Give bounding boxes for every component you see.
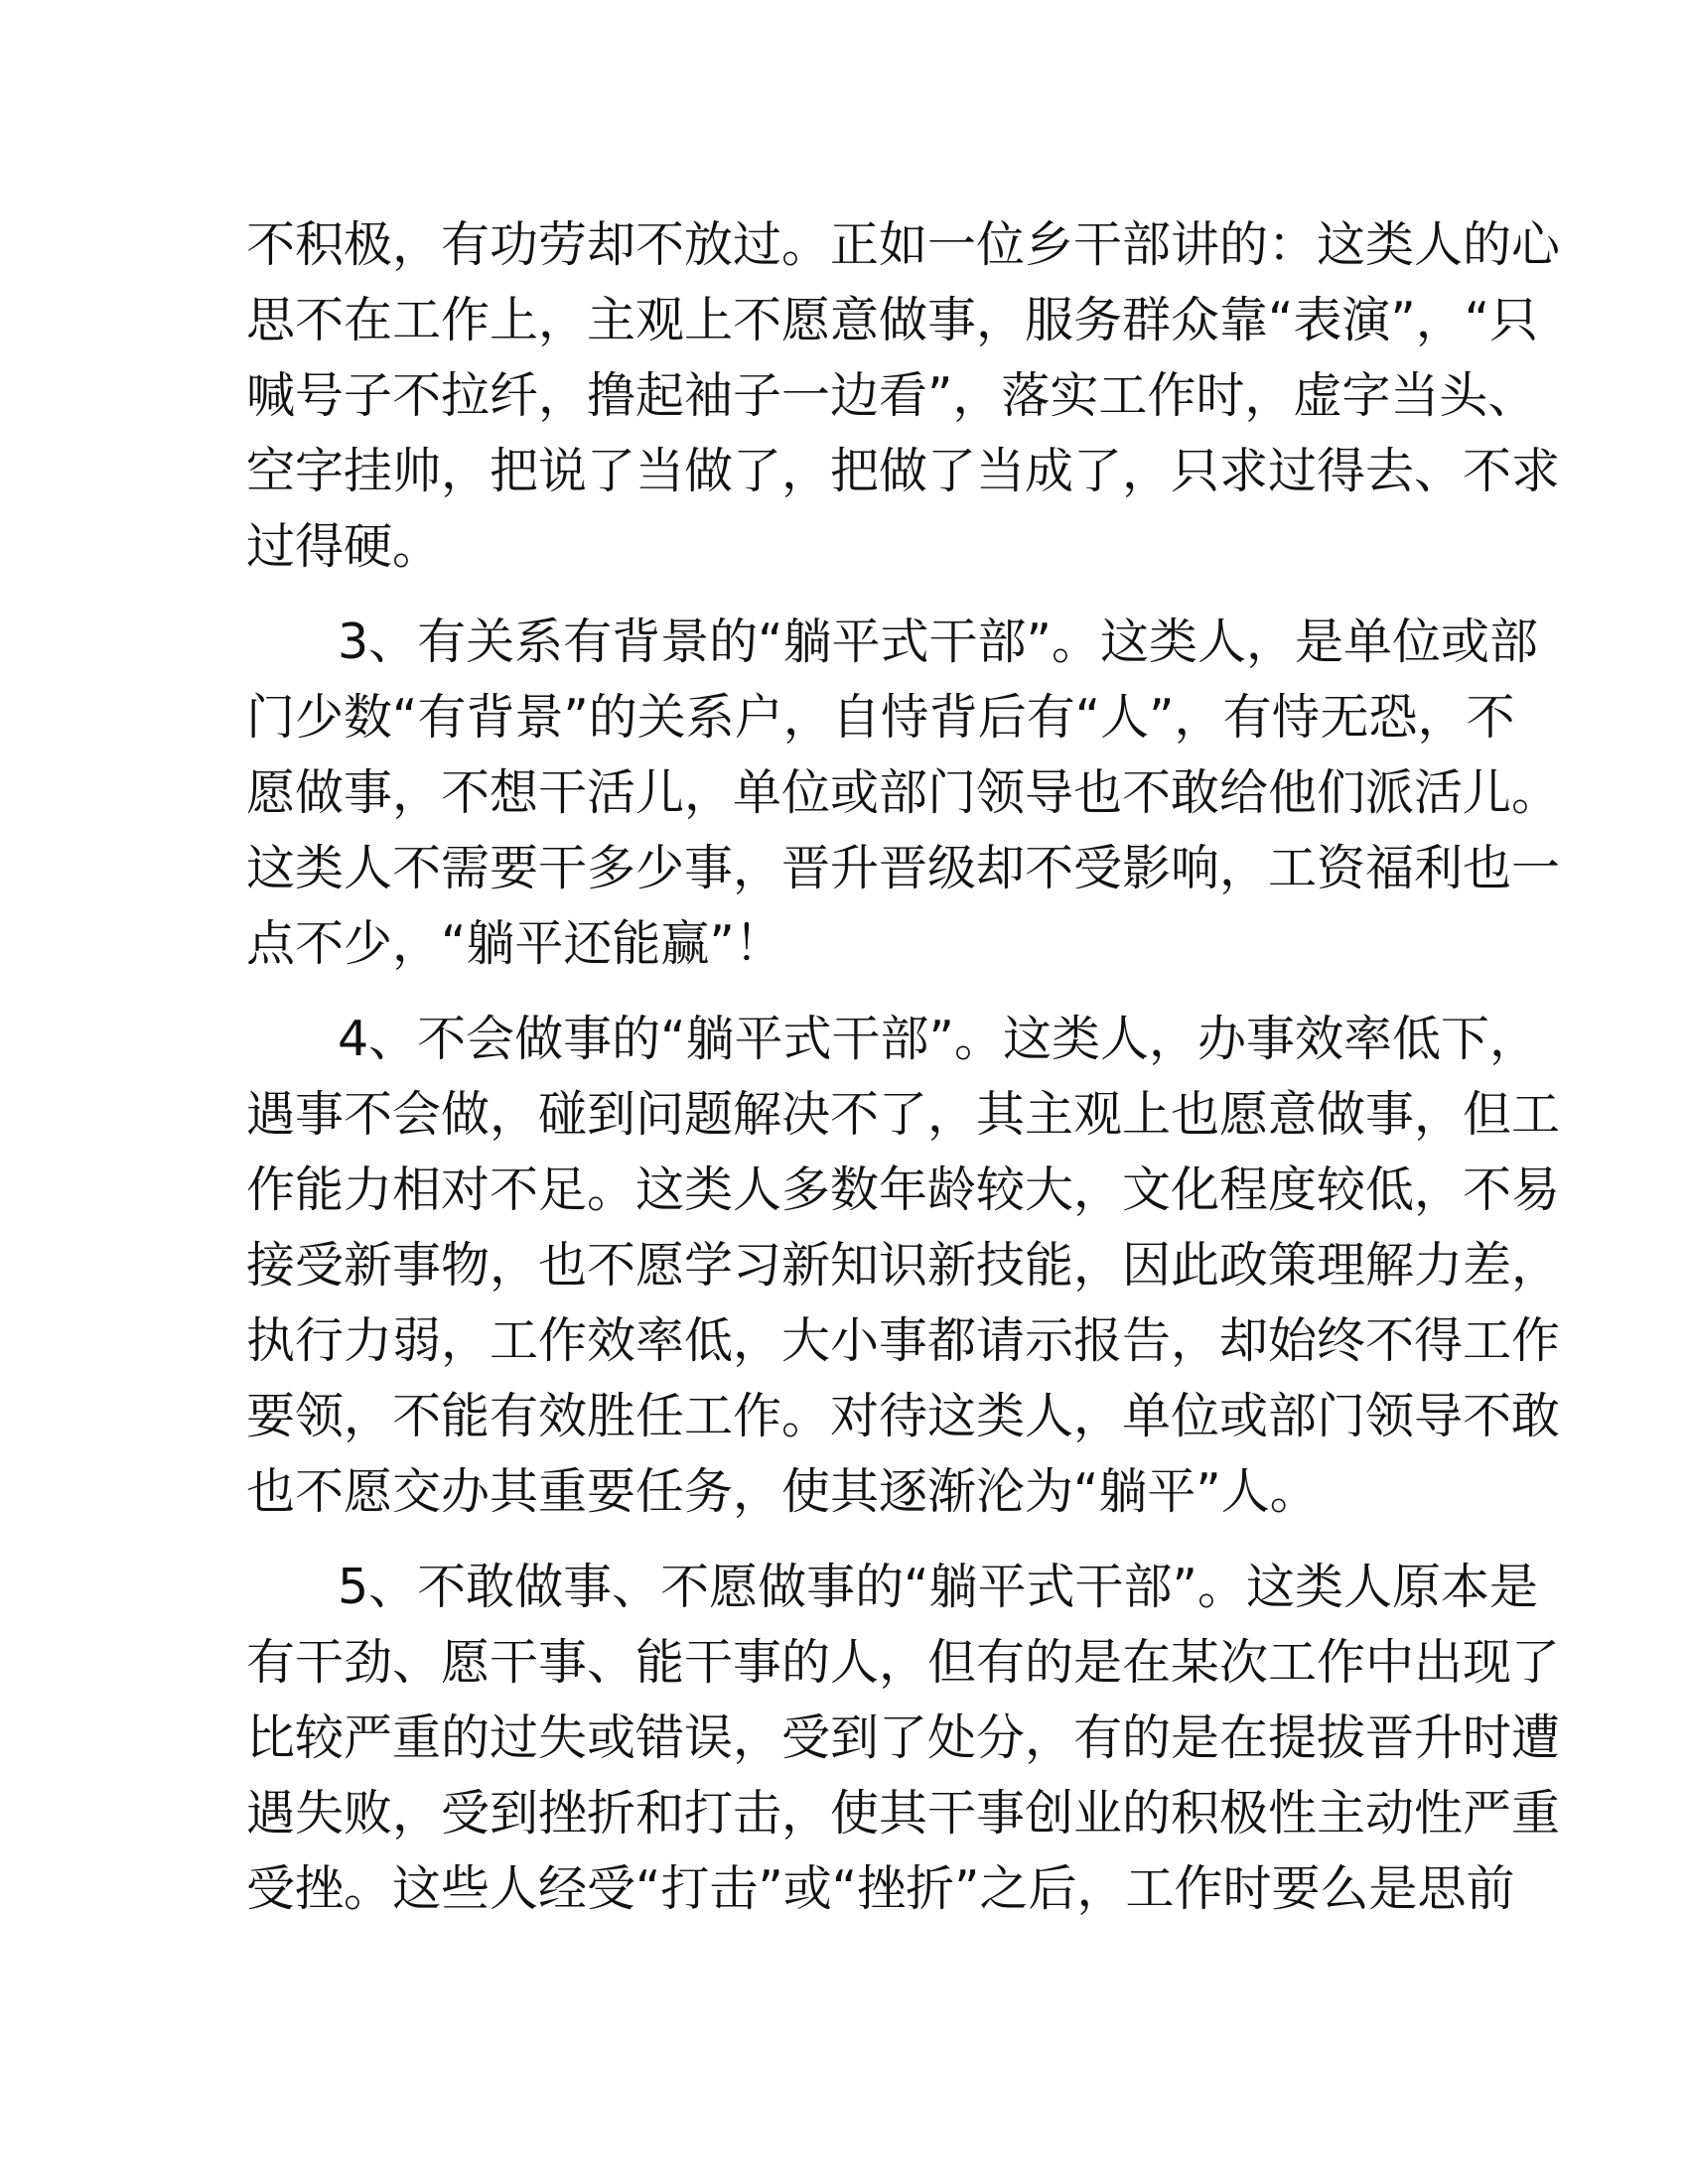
text-line: 也不愿交办其重要任务，使其逐渐沦为“躺平”人。 xyxy=(246,1463,1319,1520)
text-line: 空字挂帅，把说了当做了，把做了当成了，只求过得去、不求 xyxy=(246,443,1561,499)
text-line: 要领，不能有效胜任工作。对待这类人，单位或部门领导不敢 xyxy=(246,1388,1561,1444)
text-line: 门少数“有背景”的关系户，自恃背后有“人”，有恃无恐，不 xyxy=(246,689,1515,746)
text-line: 作能力相对不足。这类人多数年龄较大，文化程度较低，不易 xyxy=(246,1161,1561,1218)
text-line: 比较严重的过失或错误，受到了处分，有的是在提拔晋升时遭 xyxy=(246,1709,1561,1766)
text-line: 执行力弱，工作效率低，大小事都请示报告，却始终不得工作 xyxy=(246,1312,1561,1369)
text-line: 喊号子不拉纤，撸起袖子一边看”，落实工作时，虚字当头、 xyxy=(246,367,1537,424)
text-line: 5、不敢做事、不愿做事的“躺平式干部”。这类人原本是 xyxy=(338,1559,1538,1615)
text-line: 3、有关系有背景的“躺平式干部”。这类人，是单位或部 xyxy=(338,614,1538,670)
text-line: 思不在工作上，主观上不愿意做事，服务群众靠“表演”，“只 xyxy=(246,292,1539,348)
text-line: 点不少，“躺平还能赢”！ xyxy=(246,915,783,972)
text-line: 接受新事物，也不愿学习新知识新技能，因此政策理解力差， xyxy=(246,1237,1561,1294)
text-line: 遇事不会做，碰到问题解决不了，其主观上也愿意做事，但工 xyxy=(246,1086,1561,1143)
text-line: 有干劲、愿干事、能干事的人，但有的是在某次工作中出现了 xyxy=(246,1634,1561,1691)
text-line: 不积极，有功劳却不放过。正如一位乡干部讲的：这类人的心 xyxy=(246,216,1561,273)
text-line: 受挫。这些人经受“打击”或“挫折”之后，工作时要么是思前 xyxy=(246,1860,1515,1917)
text-line: 愿做事，不想干活儿，单位或部门领导也不敢给他们派活儿。 xyxy=(246,764,1561,821)
text-line: 过得硬。 xyxy=(246,518,442,575)
text-line: 这类人不需要干多少事，晋升晋级却不受影响，工资福利也一 xyxy=(246,840,1561,896)
text-line: 4、不会做事的“躺平式干部”。这类人，办事效率低下， xyxy=(338,1011,1538,1067)
text-line: 遇失败，受到挫折和打击，使其干事创业的积极性主动性严重 xyxy=(246,1785,1561,1842)
